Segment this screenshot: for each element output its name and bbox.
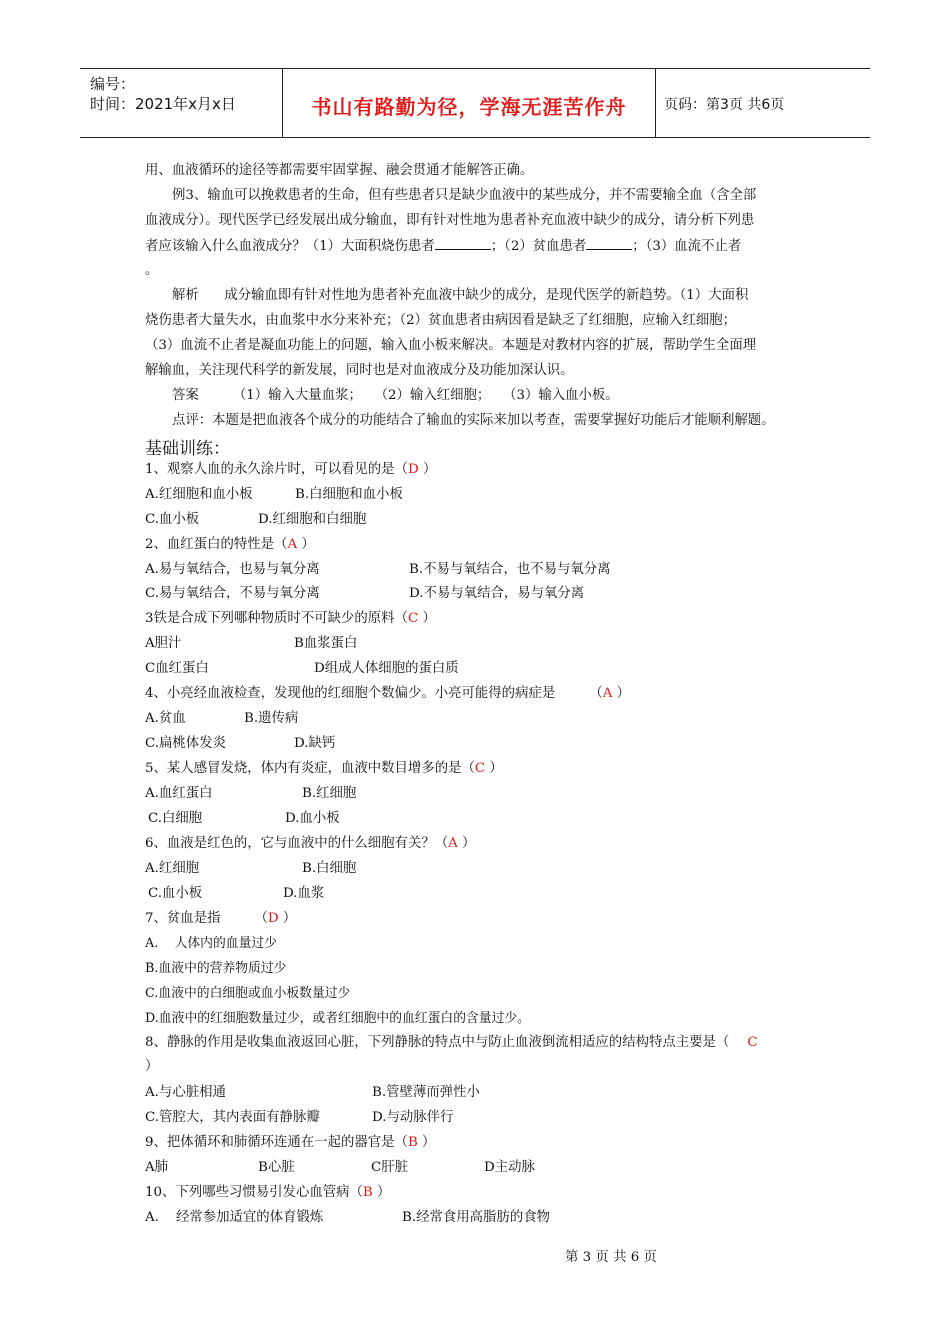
stem-text: 7、贫血是指 （ bbox=[145, 911, 268, 926]
blank-line bbox=[435, 237, 491, 250]
answer-mark: B bbox=[362, 1185, 373, 1200]
question-stem bbox=[145, 461, 436, 479]
option: A.红细胞 bbox=[145, 861, 200, 876]
option: A肺 bbox=[145, 1160, 169, 1175]
stem-text: 8、静脉的作用是收集血液返回心脏，下列静脉的特点中与防止血液倒流相适应的结构特点主要是（ bbox=[145, 1035, 730, 1050]
option: B.经常食用高脂肪的食物 bbox=[402, 1210, 551, 1225]
question-stem bbox=[145, 760, 503, 778]
stem-text: 5、某人感冒发烧，体内有炎症，血液中数目增多的是（ bbox=[145, 761, 475, 776]
stem-close: ） bbox=[372, 1185, 391, 1200]
option: D主动脉 bbox=[484, 1160, 535, 1175]
option: A.易与氧结合，也易与氧分离 bbox=[145, 562, 320, 577]
option: A. 人体内的血量过少 bbox=[145, 936, 277, 951]
option: A.与心脏相通 bbox=[145, 1085, 226, 1100]
option: B血浆蛋白 bbox=[294, 636, 358, 651]
intro-line: 血液成分）。现代医学已经发展出成分输血，即有针对性地为患者补充血液中缺少的成分，请分析下列患 bbox=[145, 213, 755, 228]
stem-text: 4、小亮经血液检查，发现他的红细胞个数偏少。小亮可能得的病症是 （ bbox=[145, 686, 603, 701]
question-stem bbox=[145, 1134, 435, 1152]
answer-mark: D bbox=[267, 911, 279, 926]
question-stem bbox=[145, 910, 296, 928]
option: D.不易与氧结合，易与氧分离 bbox=[409, 586, 585, 601]
intro-text: ；（2）贫血患者 bbox=[490, 239, 587, 254]
stem-close: ） bbox=[418, 462, 437, 477]
option: C.易与氧结合，不易与氧分离 bbox=[145, 586, 320, 601]
answer-mark: B bbox=[407, 1135, 418, 1150]
option: D.血浆 bbox=[283, 886, 325, 901]
option: A.血红蛋白 bbox=[145, 786, 213, 801]
option: D.血小板 bbox=[285, 811, 340, 826]
stem-close: ） bbox=[485, 761, 503, 776]
option: B.白细胞和血小板 bbox=[295, 487, 403, 502]
question-stem bbox=[145, 610, 436, 628]
question-stem bbox=[145, 835, 475, 853]
question-stem bbox=[145, 1184, 390, 1202]
option: A.红细胞和血小板 bbox=[145, 487, 253, 502]
answer-mark: C bbox=[407, 611, 419, 626]
stem-text: 2、血红蛋白的特性是（ bbox=[145, 537, 288, 552]
stem-close: ） bbox=[457, 836, 476, 851]
intro-text: ；（3）血流不止者 bbox=[632, 239, 742, 254]
option: C.白细胞 bbox=[148, 811, 203, 826]
header-info-cell bbox=[80, 69, 283, 137]
answer-mark: D bbox=[407, 462, 419, 477]
option: B心脏 bbox=[258, 1160, 295, 1175]
option: D.红细胞和白细胞 bbox=[258, 512, 367, 527]
option: B.红细胞 bbox=[302, 786, 357, 801]
option: C.管腔大，其内表面有静脉瓣 bbox=[145, 1110, 320, 1125]
stem-text: 6、血液是红色的，它与血液中的什么细胞有关？（ bbox=[145, 836, 449, 851]
motto: 书山有路勤为径，学海无涯苦作舟 bbox=[311, 95, 627, 119]
page-code: 页码：第3页 共6页 bbox=[664, 97, 785, 113]
stem-close: ） bbox=[418, 611, 436, 626]
answer-mark: C bbox=[474, 761, 486, 776]
option: C肝脏 bbox=[371, 1160, 409, 1175]
intro-line: 解输血，关注现代科学的新发展，同时也是对血液成分及功能加深认识。 bbox=[145, 363, 574, 378]
stem-close: ） bbox=[297, 537, 315, 552]
stem-text: 3铁是合成下列哪种物质时不可缺少的原料（ bbox=[145, 611, 408, 626]
intro-line: 用、血液循环的途径等都需要牢固掌握、融会贯通才能解答正确。 bbox=[145, 163, 534, 178]
blank-line bbox=[586, 237, 632, 250]
comment-line: 点评：本题是把血液各个成分的功能结合了输血的实际来加以考查，需要掌握好功能后才能顺利解题。 bbox=[172, 413, 775, 428]
option: B.遗传病 bbox=[244, 711, 299, 726]
intro-line: 烧伤患者大量失水，由血浆中水分来补充；（2）贫血患者由病因看是缺乏了红细胞，应输入红细胞； bbox=[145, 313, 737, 328]
header-motto-cell bbox=[283, 69, 656, 137]
option: B.血液中的营养物质过少 bbox=[145, 961, 287, 976]
answer-line: 答案 （1）输入大量血浆； （2）输入红细胞； （3）输入血小板。 bbox=[172, 388, 619, 403]
option: C血红蛋白 bbox=[145, 661, 209, 676]
section-title: 基础训练： bbox=[145, 439, 230, 459]
option: C.血液中的白细胞或血小板数量过少 bbox=[145, 986, 351, 1001]
answer-mark: C bbox=[747, 1035, 758, 1050]
answer-mark: A bbox=[287, 537, 298, 552]
question-stem bbox=[145, 536, 315, 554]
question-stem bbox=[145, 685, 630, 703]
option: C.扁桃体发炎 bbox=[145, 736, 226, 751]
intro-line bbox=[145, 237, 741, 256]
stem-text: 10、下列哪些习惯易引发心血管病（ bbox=[145, 1185, 363, 1200]
option: D.血液中的红细胞数量过少，或者红细胞中的血红蛋白的含量过少。 bbox=[145, 1011, 530, 1026]
time-label: 时间：2021年x月x日 bbox=[90, 95, 236, 113]
option: A.贫血 bbox=[145, 711, 186, 726]
question-stem bbox=[145, 1034, 758, 1052]
stem-text: 1、观察人血的永久涂片时，可以看见的是（ bbox=[145, 462, 408, 477]
stem-close: ） bbox=[417, 1135, 436, 1150]
intro-line: 解析 成分输血即有针对性地为患者补充血液中缺少的成分，是现代医学的新趋势。（1）大面积 bbox=[172, 288, 749, 303]
option: B.不易与氧结合，也不易与氧分离 bbox=[409, 562, 611, 577]
option: B.管壁薄而弹性小 bbox=[372, 1085, 480, 1100]
intro-line: （3）血流不止者是凝血功能上的问题，输入血小板来解决。本题是对教材内容的扩展，帮助学生全面理 bbox=[145, 338, 757, 353]
intro-line: 。 bbox=[145, 263, 159, 278]
option: C.血小板 bbox=[148, 886, 203, 901]
page-footer: 第 3 页 共 6 页 bbox=[565, 1250, 657, 1265]
stem-close: ） bbox=[612, 686, 631, 701]
stem-text: 9、把体循环和肺循环连通在一起的器官是（ bbox=[145, 1135, 408, 1150]
option: D.与动脉伴行 bbox=[372, 1110, 454, 1125]
question-stem-close: ） bbox=[145, 1059, 159, 1074]
intro-line: 例3、输血可以挽救患者的生命，但有些患者只是缺少血液中的某些成分，并不需要输全血（含全部 bbox=[172, 188, 757, 203]
option: B.白细胞 bbox=[302, 861, 357, 876]
page-header bbox=[80, 68, 870, 138]
answer-mark: A bbox=[602, 686, 613, 701]
option: C.血小板 bbox=[145, 512, 200, 527]
header-page-cell bbox=[656, 69, 870, 137]
intro-text: 者应该输入什么血液成分？（1）大面积烧伤患者 bbox=[145, 239, 435, 254]
number-label: 编号： bbox=[90, 75, 136, 93]
option: D.缺钙 bbox=[294, 736, 336, 751]
option: A. 经常参加适宜的体育锻炼 bbox=[145, 1210, 324, 1225]
option: D组成人体细胞的蛋白质 bbox=[314, 661, 459, 676]
stem-close: ） bbox=[278, 911, 297, 926]
answer-mark: A bbox=[448, 836, 458, 851]
option: A胆汁 bbox=[145, 636, 182, 651]
